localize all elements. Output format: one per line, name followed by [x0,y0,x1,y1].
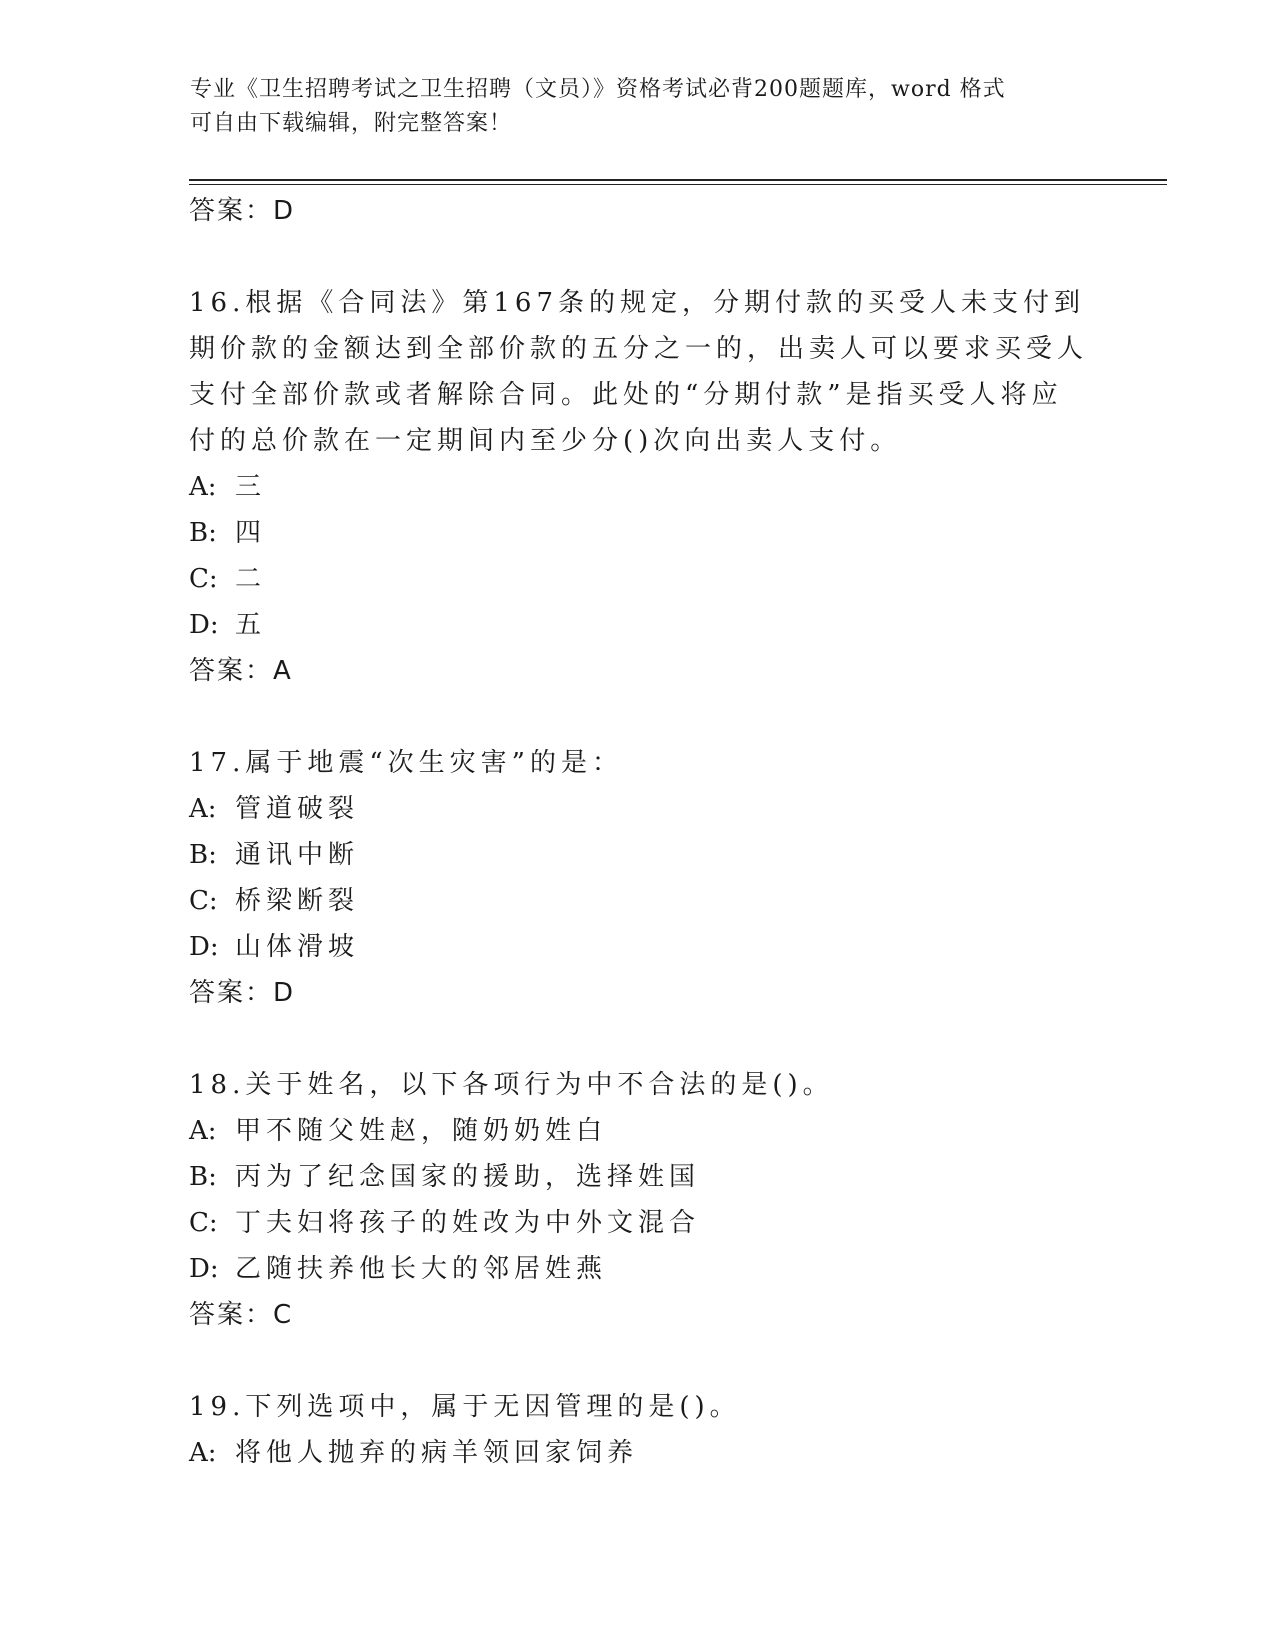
option-letter: C: [189,886,218,916]
question-number: 16. [189,288,246,318]
option-letter: A: [189,794,217,824]
option-text: 丁夫妇将孩子的姓改为中外文混合 [235,1208,701,1238]
option-text: 桥梁断裂 [235,886,360,916]
question-number: 18. [189,1070,246,1100]
option-text: 甲不随父姓赵，随奶奶姓白 [235,1116,608,1146]
option-text: 管道破裂 [235,794,360,824]
question-16 [189,280,1089,464]
option-b [189,832,1089,878]
option-letter: B: [189,1162,217,1192]
spacer [189,694,1089,740]
option-d [189,602,1089,648]
option-letter: A: [189,472,217,502]
answer-line: 答案：C [189,1300,294,1330]
option-letter: C: [189,1208,218,1238]
option-text: 二 [235,564,267,594]
option-a [189,786,1089,832]
option-letter: A: [189,1438,217,1468]
option-d [189,924,1089,970]
header-line-1: 专业《卫生招聘考试之卫生招聘（文员）》资格考试必背200题题库，word 格式 [190,77,1006,102]
option-c [189,556,1089,602]
option-text: 山体滑坡 [235,932,360,962]
option-text: 五 [235,610,267,640]
option-b [189,1154,1089,1200]
option-text: 乙随扶养他长大的邻居姓燕 [235,1254,608,1284]
question-text: 下列选项中，属于无因管理的是()。 [245,1392,741,1422]
option-letter: A: [189,1116,217,1146]
question-17 [189,740,1089,786]
option-letter: C: [189,564,218,594]
answer-line: 答案：A [189,656,293,686]
document-header [190,73,1090,141]
option-a [189,1430,1089,1476]
option-letter: D: [189,610,219,640]
option-text: 丙为了纪念国家的援助，选择姓国 [235,1162,701,1192]
question-text: 根据《合同法》第167条的规定，分期付款的买受人未支付到期价款的金额达到全部价款的五分之一的，出卖人可以要求买受人支付全部价款或者解除合同。此处的“分期付款”是指买受人将应付的总价款在一定期间内至少分()次向出卖人支付。 [189,288,1089,456]
header-line-2: 可自由下载编辑，附完整答案！ [190,111,513,136]
option-a [189,464,1089,510]
option-letter: B: [189,840,217,870]
option-text: 三 [235,472,267,502]
option-letter: B: [189,518,217,548]
spacer [189,234,1089,280]
option-d [189,1246,1089,1292]
spacer [189,1338,1089,1384]
question-18 [189,1062,1089,1108]
option-text: 四 [235,518,267,548]
header-rule-thin [189,184,1167,185]
option-c [189,878,1089,924]
answer-line: 答案：D [189,978,296,1008]
option-a [189,1108,1089,1154]
question-number: 17. [189,748,246,778]
question-19 [189,1384,1089,1430]
option-text: 将他人抛弃的病羊领回家饲养 [235,1438,639,1468]
question-text: 属于地震“次生灾害”的是： [245,748,623,778]
option-text: 通讯中断 [235,840,360,870]
spacer [189,1016,1089,1062]
option-b [189,510,1089,556]
option-c [189,1200,1089,1246]
answer-line: 答案：D [189,196,296,226]
question-text: 关于姓名，以下各项行为中不合法的是()。 [245,1070,834,1100]
header-rule-thick [189,179,1167,181]
option-letter: D: [189,1254,219,1284]
document-body [189,188,1089,1476]
question-number: 19. [189,1392,246,1422]
option-letter: D: [189,932,219,962]
